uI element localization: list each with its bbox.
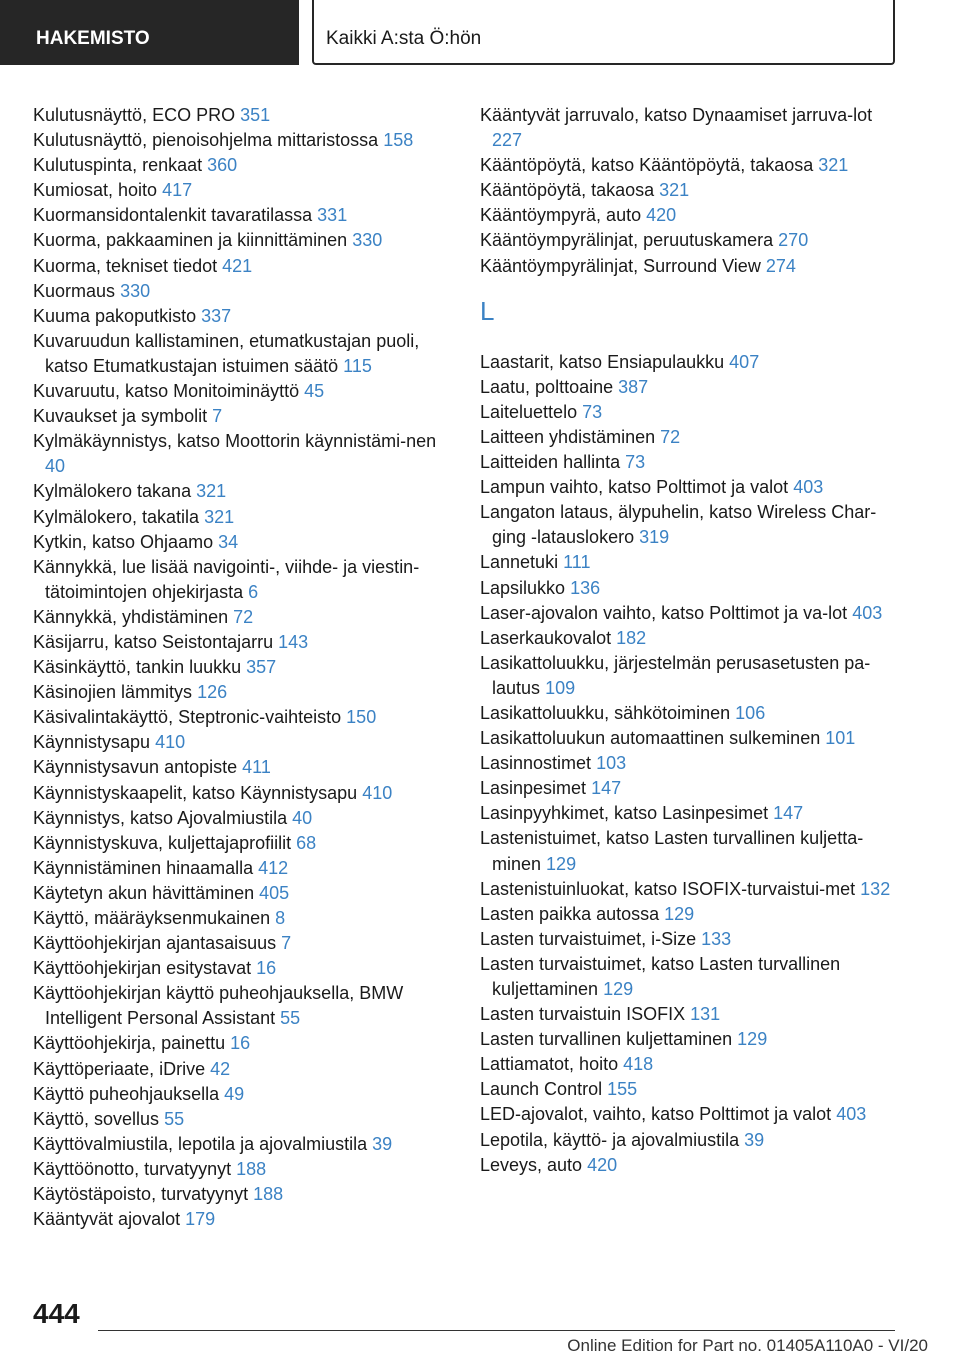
entry-text: Käsijarru, katso Seistontajarru [33, 631, 274, 652]
entry-text: Kääntöpöytä, katso Kääntöpöytä, takaosa [480, 155, 814, 176]
entry-text: Kytkin, katso Ohjaamo [33, 531, 214, 552]
page-link[interactable]: 337 [201, 305, 232, 326]
entry-text: Laserkaukovalot [480, 627, 612, 648]
page-link[interactable]: 45 [304, 381, 325, 402]
index-entry [480, 701, 900, 726]
page-link[interactable]: 39 [372, 1133, 393, 1154]
page-link[interactable]: 403 [793, 477, 824, 498]
index-entry [33, 1057, 453, 1082]
index-entry [33, 1207, 453, 1232]
index-entry [33, 906, 453, 931]
entry-text: Käsivalintakäyttö, Steptronic-vaihteisto [33, 707, 342, 728]
index-entry [480, 178, 900, 203]
entry-text: Lastenistuinluokat, katso ISOFIX-turvaistui-met [480, 878, 856, 899]
index-entry [33, 881, 453, 906]
index-entry [33, 655, 453, 680]
entry-text: Laatu, polttoaine [480, 376, 614, 397]
entry-text: Kuvaruutu, katso Monitoiminäyttö [33, 381, 300, 402]
page-link[interactable]: 351 [240, 105, 271, 125]
entry-text: Lepotila, käyttö- ja ajovalmiustila [480, 1129, 740, 1150]
entry-text: Laser-ajovalon vaihto, katso Polttimot ja va-lot [480, 602, 848, 623]
entry-text: Lastenistuimet, katso Lasten turvallinen kuljetta-minen [480, 828, 864, 874]
page-link[interactable]: 34 [218, 531, 239, 552]
entry-text: Kuormansidontalenkit tavaratilassa [33, 205, 313, 226]
page-link[interactable]: 403 [836, 1104, 867, 1125]
index-entry [33, 479, 453, 504]
index-entry [33, 128, 453, 153]
index-entry [480, 375, 900, 400]
entry-text: Käyttöohjekirjan käyttö puheohjauksella, BMW Intelligent Personal Assistant [33, 983, 404, 1029]
page-link[interactable]: 73 [582, 401, 603, 422]
page-link[interactable]: 407 [729, 351, 760, 372]
page-link[interactable]: 126 [197, 682, 228, 703]
index-entry [33, 630, 453, 655]
index-entry [33, 730, 453, 755]
page-link[interactable]: 68 [296, 832, 317, 853]
entry-text: Lasten turvaistuin ISOFIX [480, 1004, 686, 1025]
page-link[interactable]: 420 [587, 1154, 618, 1175]
entry-text: Kääntöympyrä, auto [480, 205, 642, 226]
entry-text: Kuvaukset ja symbolit [33, 406, 208, 427]
page-link[interactable]: 143 [278, 631, 309, 652]
index-entry [33, 1182, 453, 1207]
page-link[interactable]: 274 [765, 255, 796, 276]
page-link[interactable]: 16 [256, 958, 277, 979]
page-link[interactable]: 421 [222, 255, 253, 276]
page-link[interactable]: 133 [701, 928, 732, 949]
page-link[interactable]: 131 [690, 1004, 721, 1025]
page-link[interactable]: 420 [646, 205, 677, 226]
index-entry [33, 279, 453, 304]
entry-text: Käyttö, sovellus [33, 1108, 160, 1129]
entry-text: Käynnistyskuva, kuljettajaprofiilit [33, 832, 292, 853]
index-column-left [33, 103, 453, 1232]
entry-text: Käsinojien lämmitys [33, 682, 193, 703]
page-link[interactable]: 49 [224, 1083, 245, 1104]
index-group-k [480, 103, 900, 279]
page-link[interactable]: 132 [860, 878, 891, 899]
index-column-right [480, 103, 900, 1178]
index-entry [33, 1107, 453, 1132]
index-entry [480, 1128, 900, 1153]
entry-text: Lasten turvaistuimet, i-Size [480, 928, 697, 949]
entry-text: Langaton lataus, älypuhelin, katso Wireless Char-ging -latauslokero [480, 502, 877, 548]
entry-text: Käynnistysapu [33, 732, 151, 753]
entry-text: Kännykkä, lue lisää navigointi-, viihde- ja viestin-tätoimintojen ohjekirjasta [33, 556, 420, 602]
page-link[interactable]: 227 [492, 130, 523, 151]
index-entry [480, 350, 900, 375]
index-entry [33, 956, 453, 981]
page-link[interactable]: 179 [185, 1209, 216, 1230]
footer-divider [98, 1330, 895, 1331]
index-entry [480, 776, 900, 801]
index-entry [33, 781, 453, 806]
page-link[interactable]: 40 [292, 807, 313, 828]
index-entry [480, 450, 900, 475]
entry-text: Käsinkäyttö, tankin luukku [33, 657, 242, 678]
page-link[interactable]: 129 [737, 1029, 768, 1050]
page-link[interactable]: 42 [210, 1058, 231, 1079]
index-group-l [480, 350, 900, 1178]
entry-text: Käyttöohjekirjan esitystavat [33, 958, 252, 979]
entry-text: Lattiamatot, hoito [480, 1054, 619, 1075]
index-entry [480, 254, 900, 279]
index-entry [33, 329, 453, 379]
page-link[interactable]: 101 [825, 728, 856, 749]
page-link[interactable]: 73 [625, 452, 646, 473]
page-link[interactable]: 357 [246, 657, 277, 678]
index-entry [480, 475, 900, 500]
index-entry [480, 726, 900, 751]
entry-text: Leveys, auto [480, 1154, 583, 1175]
entry-text: Lasten paikka autossa [480, 903, 660, 924]
section-letter: L [480, 295, 495, 326]
entry-text: Lasinpesimet [480, 778, 587, 799]
page-link[interactable]: 321 [659, 180, 690, 201]
page-link[interactable]: 319 [639, 527, 670, 548]
page-link[interactable]: 7 [212, 406, 223, 427]
index-entry [480, 1027, 900, 1052]
index-entry [480, 952, 900, 1002]
index-entry [33, 555, 453, 605]
index-entry [33, 981, 453, 1031]
page-link[interactable]: 150 [346, 707, 377, 728]
entry-text: Laitteen yhdistäminen [480, 426, 656, 447]
index-entry [480, 103, 900, 153]
page-link[interactable]: 330 [352, 230, 383, 251]
entry-text: Lasten turvaistuimet, katso Lasten turvallinen kuljettaminen [480, 953, 841, 999]
page-link[interactable]: 106 [735, 702, 766, 723]
index-entry [480, 801, 900, 826]
entry-text: Kääntöympyrälinjat, Surround View [480, 255, 761, 276]
entry-text: Käytöstäpoisto, turvatyynyt [33, 1184, 249, 1205]
entry-text: Käyttöönotto, turvatyynyt [33, 1158, 232, 1179]
entry-text: Lasikattoluukku, järjestelmän perusasetusten pa-lautus [480, 652, 871, 698]
page-link[interactable]: 360 [207, 155, 238, 176]
entry-text: Kännykkä, yhdistäminen [33, 606, 229, 627]
page-link[interactable]: 40 [45, 456, 66, 477]
index-entry [480, 400, 900, 425]
page-link[interactable]: 418 [623, 1054, 654, 1075]
entry-text: Käynnistys, katso Ajovalmiustila [33, 807, 288, 828]
page-link[interactable]: 55 [280, 1008, 301, 1029]
index-entry [33, 505, 453, 530]
index-entry [33, 203, 453, 228]
page-link[interactable]: 330 [120, 280, 151, 301]
entry-text: LED-ajovalot, vaihto, katso Polttimot ja valot [480, 1104, 832, 1125]
index-entry [480, 877, 900, 902]
index-entry [480, 751, 900, 776]
entry-text: Kuormaus [33, 280, 116, 301]
index-entry [33, 103, 453, 128]
entry-text: Käyttö puheohjauksella [33, 1083, 220, 1104]
index-entry [480, 1002, 900, 1027]
entry-text: Launch Control [480, 1079, 603, 1100]
entry-text: Lasten turvallinen kuljettaminen [480, 1029, 733, 1050]
entry-text: Käyttövalmiustila, lepotila ja ajovalmiustila [33, 1133, 368, 1154]
page-link[interactable]: 410 [362, 782, 393, 803]
index-entry [33, 856, 453, 881]
entry-text: Kääntyvät ajovalot [33, 1209, 181, 1230]
index-entry [480, 651, 900, 701]
page-link[interactable]: 8 [275, 908, 286, 928]
index-entry [33, 228, 453, 253]
page-link[interactable]: 158 [383, 130, 414, 151]
index-entry [480, 1052, 900, 1077]
index-entry [480, 927, 900, 952]
page-link[interactable]: 72 [660, 426, 681, 447]
entry-text: Kuorma, tekniset tiedot [33, 255, 218, 276]
page-link[interactable]: 129 [546, 853, 577, 874]
index-entry [480, 425, 900, 450]
page-link[interactable]: 39 [744, 1129, 765, 1150]
page-link[interactable]: 103 [596, 753, 627, 774]
index-entry [33, 254, 453, 279]
edition-note: Online Edition for Part no. 01405A110A0 - VI/20 [567, 1336, 928, 1355]
page-link[interactable]: 410 [155, 732, 186, 753]
index-entry [33, 680, 453, 705]
index-entry [33, 379, 453, 404]
entry-text: Kääntöympyrälinjat, peruutuskamera [480, 230, 774, 251]
page-link[interactable]: 188 [253, 1184, 284, 1205]
entry-text: Lasinpyyhkimet, katso Lasinpesimet [480, 803, 769, 824]
entry-text: Lasinnostimet [480, 753, 592, 774]
entry-text: Laiteluettelo [480, 401, 578, 422]
index-entry [480, 228, 900, 253]
index-entry [33, 530, 453, 555]
index-entry [33, 1157, 453, 1182]
page-link[interactable]: 270 [778, 230, 809, 251]
index-entry [33, 153, 453, 178]
page-link[interactable]: 387 [618, 376, 649, 397]
index-entry [480, 601, 900, 626]
entry-text: Lannetuki [480, 552, 559, 573]
page-link[interactable]: 405 [259, 882, 290, 903]
index-entry [33, 705, 453, 730]
page-link[interactable]: 129 [603, 979, 634, 999]
page-number: 444 [33, 1298, 80, 1329]
entry-text: Lapsilukko [480, 577, 566, 598]
entry-text: Lasikattoluukku, sähkötoiminen [480, 702, 731, 723]
page-link[interactable]: 412 [258, 857, 289, 878]
entry-text: Kuuma pakoputkisto [33, 305, 197, 326]
entry-text: Käytetyn akun hävittäminen [33, 882, 255, 903]
entry-text: Käynnistysavun antopiste [33, 757, 238, 778]
title-tab[interactable]: Kaikki A:sta Ö:hön [312, 0, 895, 65]
entry-text: Kääntöpöytä, takaosa [480, 180, 655, 201]
entry-text: Kuorma, pakkaaminen ja kiinnittäminen [33, 230, 348, 251]
entry-text: Kylmälokero takana [33, 481, 192, 502]
entry-text: Kylmälokero, takatila [33, 506, 200, 527]
page-link[interactable]: 55 [164, 1108, 185, 1129]
page-link[interactable]: 321 [204, 506, 235, 527]
entry-text: Kulutusnäyttö, ECO PRO [33, 105, 236, 125]
page-link[interactable]: 129 [664, 903, 695, 924]
index-entry [33, 1132, 453, 1157]
index-entry [33, 1082, 453, 1107]
entry-text: Laastarit, katso Ensiapulaukku [480, 351, 725, 372]
index-entry [33, 931, 453, 956]
page-link[interactable]: 182 [616, 627, 647, 648]
entry-text: Kulutusnäyttö, pienoisohjelma mittaristossa [33, 130, 379, 151]
entry-text: Käyttöohjekirjan ajantasaisuus [33, 933, 277, 954]
section-tab[interactable]: HAKEMISTO [0, 0, 299, 65]
entry-text: Kääntyvät jarruvalo, katso Dynaamiset jarruva-lot [480, 105, 873, 125]
page-link[interactable]: 6 [248, 581, 259, 602]
index-entry [33, 404, 453, 429]
index-entry [480, 626, 900, 651]
page-link[interactable]: 16 [230, 1033, 251, 1054]
page-link[interactable]: 111 [563, 552, 591, 573]
index-entry [33, 1031, 453, 1056]
index-entry [480, 902, 900, 927]
index-entry [480, 826, 900, 876]
entry-text: Kuvaruudun kallistaminen, etumatkustajan puoli, katso Etumatkustajan istuimen säätö [33, 330, 420, 376]
page-link[interactable]: 7 [281, 933, 292, 954]
entry-text: Laitteiden hallinta [480, 452, 621, 473]
index-entry [480, 576, 900, 601]
index-entry [33, 429, 453, 479]
page-link[interactable]: 115 [343, 355, 372, 376]
entry-text: Lasikattoluukun automaattinen sulkeminen [480, 728, 821, 749]
entry-text: Kumiosat, hoito [33, 180, 158, 201]
page-link[interactable]: 321 [818, 155, 849, 176]
index-entry [33, 806, 453, 831]
index-entry [480, 1153, 900, 1178]
index-entry [480, 500, 900, 550]
index-entry [480, 203, 900, 228]
entry-text: Kulutuspinta, renkaat [33, 155, 203, 176]
page-link[interactable]: 417 [162, 180, 193, 201]
index-entry [480, 1102, 900, 1127]
entry-text: Kylmäkäynnistys, katso Moottorin käynnistämi-nen [33, 431, 437, 452]
page-link[interactable]: 155 [607, 1079, 638, 1100]
entry-text: Käynnistyskaapelit, katso Käynnistysapu [33, 782, 358, 803]
page-link[interactable]: 411 [242, 757, 271, 778]
entry-text: Käyttöohjekirja, painettu [33, 1033, 226, 1054]
page-link[interactable]: 147 [591, 778, 622, 799]
entry-text: Käyttöperiaate, iDrive [33, 1058, 206, 1079]
page-link[interactable]: 321 [196, 481, 227, 502]
page-link[interactable]: 72 [233, 606, 254, 627]
index-entry [33, 605, 453, 630]
index-entry [480, 1077, 900, 1102]
index-entry [480, 153, 900, 178]
page-link[interactable]: 136 [570, 577, 601, 598]
page-link[interactable]: 147 [773, 803, 804, 824]
page-link[interactable]: 188 [236, 1158, 267, 1179]
index-entry [33, 755, 453, 780]
entry-text: Käyttö, määräyksenmukainen [33, 908, 271, 928]
index-entry [33, 304, 453, 329]
index-entry [33, 178, 453, 203]
page-link[interactable]: 331 [317, 205, 348, 226]
page-link[interactable]: 109 [545, 677, 576, 698]
page-link[interactable]: 403 [852, 602, 883, 623]
index-entry [480, 550, 900, 575]
index-entry [33, 831, 453, 856]
entry-text: Käynnistäminen hinaamalla [33, 857, 254, 878]
entry-text: Lampun vaihto, katso Polttimot ja valot [480, 477, 789, 498]
